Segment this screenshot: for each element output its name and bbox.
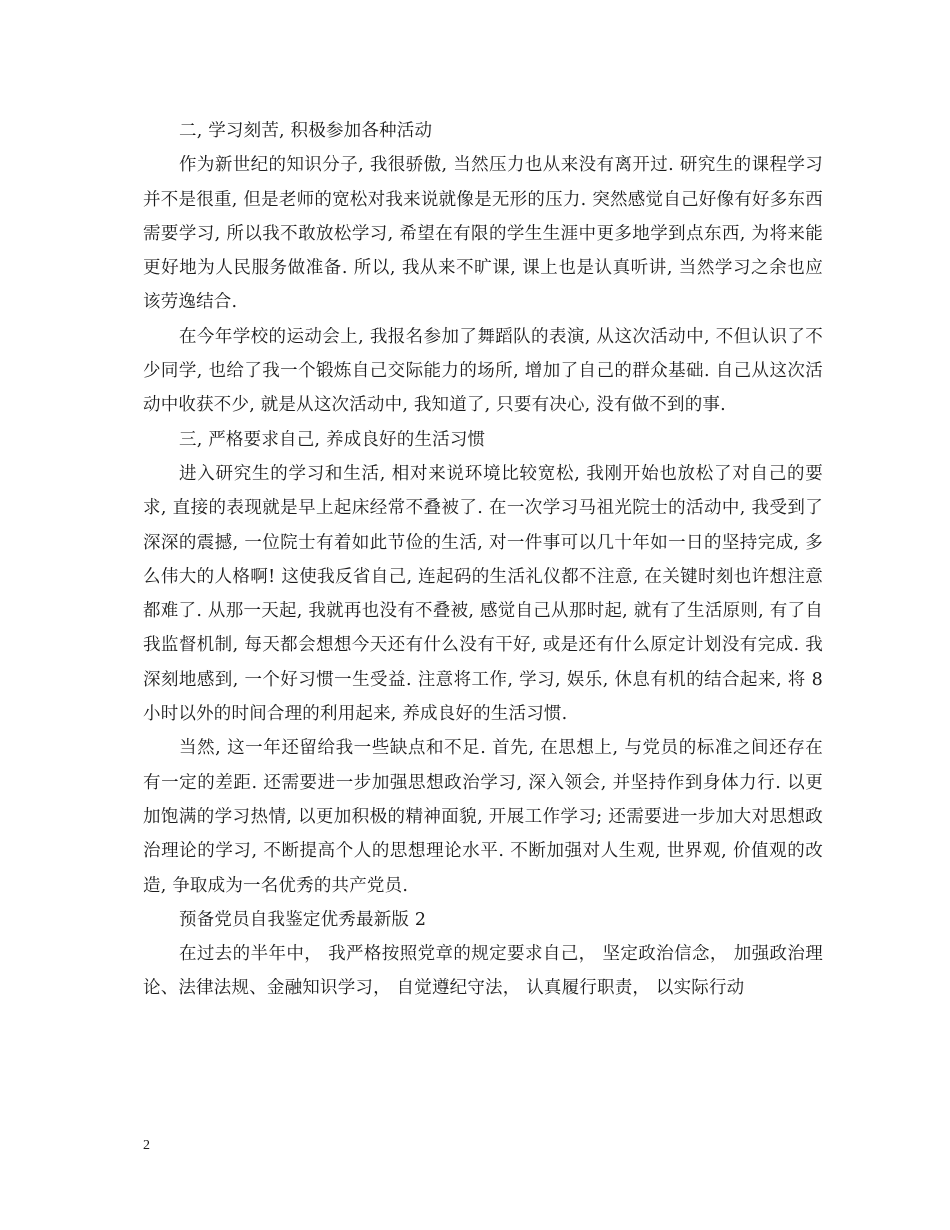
section-heading-study: 二, 学习刻苦, 积极参加各种活动 [179, 121, 433, 141]
paragraph-past-half-year: 在过去的半年中， 我严格按照党章的规定要求自己， 坚定政治信念， 加强政治理论、法律法规、金融知识学习， 自觉遵纪守法， 认真履行职责， 以实际行动 [143, 944, 823, 999]
paragraph-study-pressure: 作为新世纪的知识分子, 我很骄傲, 当然压力也从来没有离开过. 研究生的课程学习并不是很重, 但是老师的宽松对我来说就像是无形的压力. 突然感觉自己好像有好多东西需要学习, 所以我不敢放松学习, 希望在有限的学生生涯中更多地学到点东西, 为将来能更好地为人民服务做准备. 所以, 我从来不旷课, 课上也是认真听讲, 当然学习之余也应该劳逸结合. [143, 155, 823, 313]
paragraph-living-habits: 进入研究生的学习和生活, 相对来说环境比较宽松, 我刚开始也放松了对自己的要求, 直接的表现就是早上起床经常不叠被了. 在一次学习马祖光院士的活动中, 我受到了深深的震撼, 一位院士有着如此节俭的生活, 对一件事可以几十年如一日的坚持完成, 多么伟大的人格啊! 这使我反省自己, 连起码的生活礼仪都不注意, 在关键时刻也许想注意都难了. 从那一天起, 我就再也没有不叠被, 感觉自己从那时起, 就有了生活原则, 有了自我监督机制, 每天都会想想今天还有什么没有干好, 或是还有什么原定计划没有完成. 我深刻地感到, 一个好习惯一生受益. 注意将工作, 学习, 娱乐, 休息有机的结合起来, 将 8 小时以外的时间合理的利用起来, 养成良好的生活习惯. [143, 463, 823, 725]
page-number: 2 [143, 1138, 150, 1153]
section-heading-habits: 三, 严格要求自己, 养成良好的生活习惯 [179, 429, 486, 450]
paragraph-sports-meet: 在今年学校的运动会上, 我报名参加了舞蹈队的表演, 从这次活动中, 不但认识了不少同学, 也给了我一个锻炼自己交际能力的场所, 增加了自己的群众基础. 自己从这次活动中收获不少, 就是从这次活动中, 我知道了, 只要有决心, 没有做不到的事. [143, 326, 823, 416]
document-body [143, 114, 823, 1006]
article-title-version-2: 预备党员自我鉴定优秀最新版 2 [179, 909, 427, 930]
paragraph-shortcomings: 当然, 这一年还留给我一些缺点和不足. 首先, 在思想上, 与党员的标准之间还存在有一定的差距. 还需要进一步加强思想政治学习, 深入领会, 并坚持作到身体力行. 以更加饱满的学习热情, 以更加积极的精神面貌, 开展工作学习; 还需要进一步加大对思想政治理论的学习, 不断提高个人的思想理论水平. 不断加强对人生观, 世界观, 价值观的改造, 争取成为一名优秀的共产党员. [143, 738, 823, 896]
